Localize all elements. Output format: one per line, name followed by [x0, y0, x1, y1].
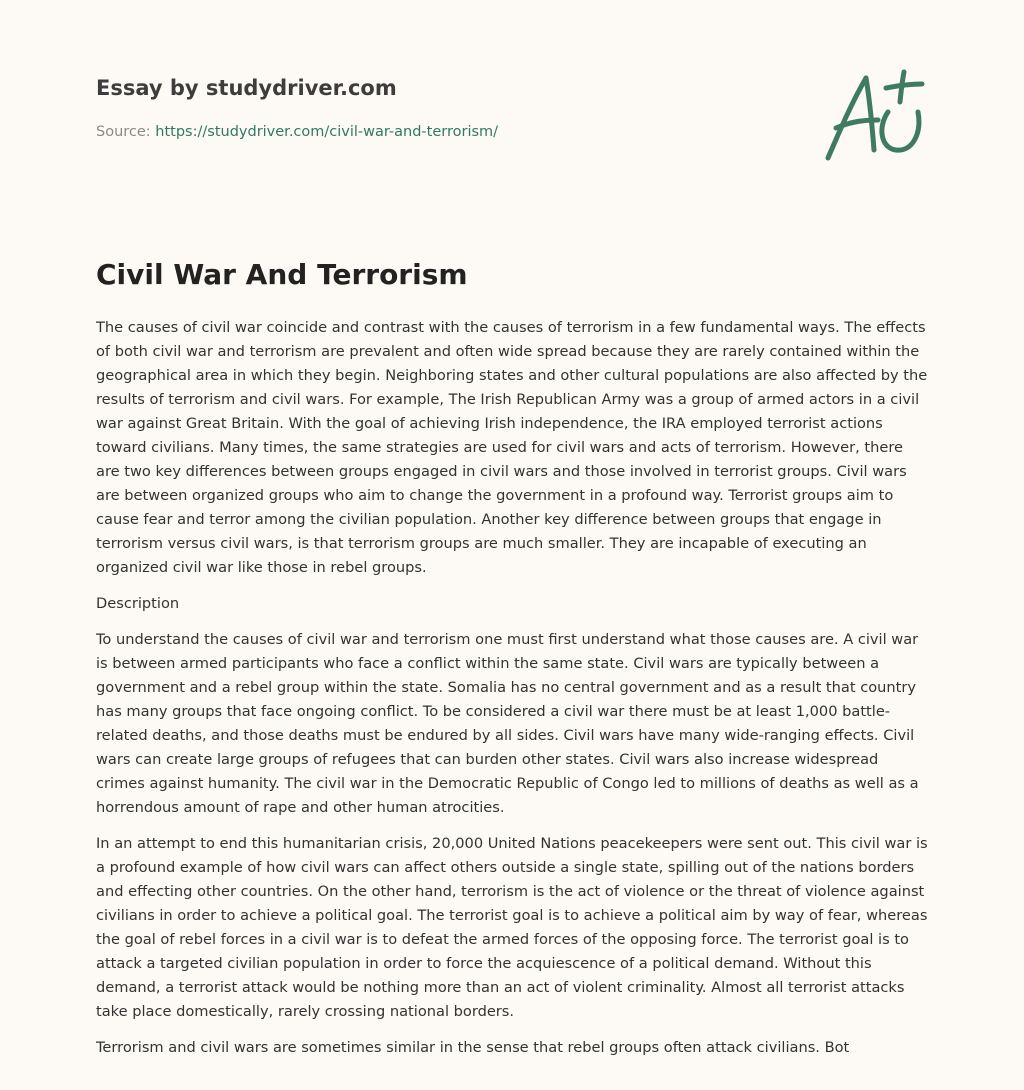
a-plus-logo-icon [822, 68, 926, 164]
essay-paragraph: To understand the causes of civil war and terrorism one must first understand what those causes are. A civil war is between armed participants who face a conflict within the same state. Civil wars are typically between a government and a rebel group within the state. Somalia has no central government and as a result that country has many groups that face ongoing conflict. To be considered a civil war there must be at least 1,000 battle-related deaths, and those deaths must be endured by all sides. Civil wars have many wide-ranging effects. Civil wars can create large groups of refugees that can burden other states. Civil wars also increase widespread crimes against humanity. The civil war in the Democratic Republic of Congo led to millions of deaths as well as a horrendous amount of rape and other human atrocities. [96, 631, 919, 816]
source-line [96, 124, 498, 140]
site-header-title: Essay by studydriver.com [96, 76, 397, 100]
essay-paragraph: The causes of civil war coincide and contrast with the causes of terrorism in a few fundamental ways. The effects of both civil war and terrorism are prevalent and often wide spread because they are rarely contained within the geographical area in which they begin. Neighboring states and other cultural populations are also affected by the results of terrorism and civil wars. For example, The Irish Republican Army was a group of armed actors in a civil war against Great Britain. With the goal of achieving Irish independence, the IRA employed terrorist actions toward civilians. Many times, the same strategies are used for civil wars and acts of terrorism. However, there are two key differences between groups engaged in civil wars and those involved in terrorist groups. Civil wars are between organized groups who aim to change the government in a profound way. Terrorist groups aim to cause fear and terror among the civilian population. Another key difference between groups that engage in terrorism versus civil wars, is that terrorism groups are much smaller. They are incapable of executing an organized civil war like those in rebel groups. [96, 319, 928, 576]
essay-paragraph: Terrorism and civil wars are sometimes similar in the sense that rebel groups often attack civilians. Bot [96, 1039, 850, 1056]
section-heading-description: Description [96, 595, 180, 612]
essay-title: Civil War And Terrorism [96, 258, 468, 291]
essay-body [96, 316, 928, 1072]
essay-paragraph: In an attempt to end this humanitarian crisis, 20,000 United Nations peacekeepers were sent out. This civil war is a profound example of how civil wars can affect others outside a single state, spilling out of the nations borders and effecting other countries. On the other hand, terrorism is the act of violence or the threat of violence against civilians in order to achieve a political goal. The terrorist goal is to achieve a political aim by way of fear, whereas the goal of rebel forces in a civil war is to defeat the armed forces of the opposing force. The terrorist goal is to attack a targeted civilian population in order to force the acquiescence of a political demand. Without this demand, a terrorist attack would be nothing more than an act of violent criminality. Almost all terrorist attacks take place domestically, rarely crossing national borders. [96, 835, 928, 1020]
source-label: Source: [96, 124, 156, 140]
source-link[interactable]: https://studydriver.com/civil-war-and-terrorism/ [155, 124, 499, 140]
